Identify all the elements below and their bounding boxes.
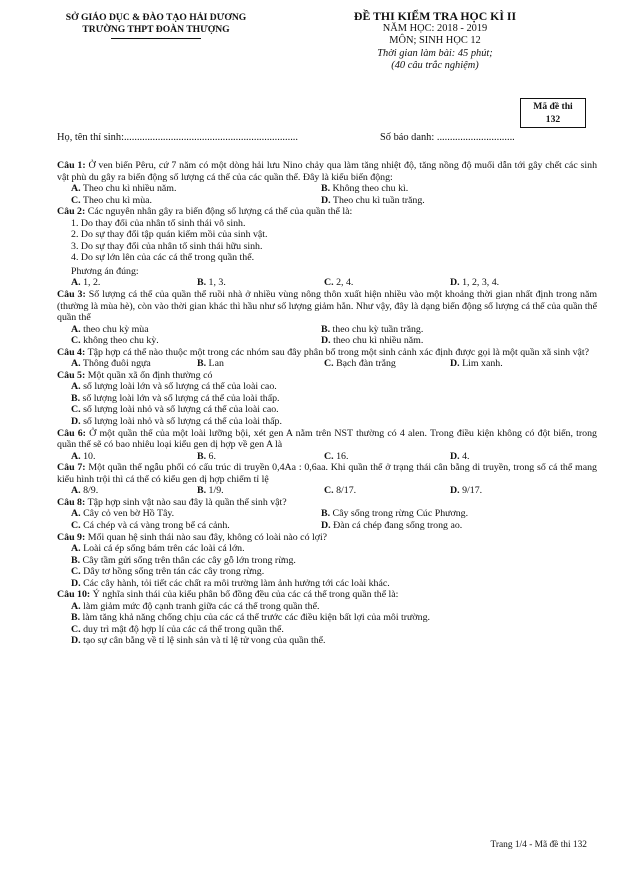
option-row [57, 508, 597, 520]
option-letter: D. [450, 277, 460, 289]
answer-option [57, 543, 597, 555]
answer-option [321, 324, 423, 336]
option-letter: C. [324, 485, 334, 497]
option-text: theo chu kỳ mùa [83, 323, 149, 335]
option-row [57, 183, 597, 195]
candidate-info [57, 132, 597, 143]
answer-option [450, 358, 503, 370]
question-text: Số lượng cá thể của quần thể ruồi nhà ở nhiều vùng nông thôn xuất hiện nhiều vào một khoảng thời gian nhất định trong năm (thường là mùa hè), còn vào thời gian khác thì hầu như số lượng giảm hẳn. Như vậy, đây là dạng biến động số lượng cá thể của quần thể quần thể [57, 289, 598, 324]
answer-option [71, 508, 174, 520]
exam-code-label: Mã đề thi [533, 101, 573, 112]
answer-option [197, 451, 216, 463]
answer-option [71, 520, 230, 532]
answer-option [71, 451, 95, 463]
answer-option [324, 451, 348, 463]
answer-option [57, 555, 597, 567]
answer-option [197, 277, 226, 289]
question-statement: 2. Do sự thay đổi tập quán kiếm mồi của sinh vật. [71, 229, 268, 241]
question-label: Câu 6: [57, 427, 86, 439]
answer-option [450, 277, 499, 289]
option-text: số lượng loài lớn và số lượng cá thể của loài cao. [83, 381, 277, 393]
question-statement: 3. Do sự thay đổi của nhân tố sinh thái hữu sinh. [71, 240, 263, 252]
option-row [57, 277, 597, 289]
question-label: Câu 10: [57, 589, 91, 601]
question-text: Ở một quần thể của một loài lưỡng bội, xét gen A nằm trên NST thường có 4 alen. Trong điều kiện không có đột biến, trong quần thể sẽ có bao nhiêu loại kiểu gen dị hợp về gen A là [57, 427, 597, 451]
question-text: Ở ven biển Pêru, cứ 7 năm có một dòng hải lưu Nino chảy qua làm tăng nhiệt độ, tăng nồng độ muối dẫn tới gây chết các sinh vật phù du gây ra biến động số lượng cá thể của các quần thể. Đây là kiểu biến động: [57, 160, 598, 183]
question-1 [57, 160, 597, 206]
answer-option [71, 183, 176, 195]
answer-option [57, 566, 597, 578]
option-letter: A. [71, 277, 81, 289]
question-text: Các nguyên nhân gây ra biến động số lượng cá thể của quần thể là: [87, 206, 353, 218]
school-year: NĂM HỌC: 2018 - 2019 [382, 22, 488, 34]
question-text: Tập hợp sinh vật nào sau đây là quần thể sinh vật? [87, 496, 287, 508]
answer-prompt: Phương án đúng: [71, 265, 139, 277]
candidate-name-field: Họ, tên thí sinh:................................................................... [57, 132, 299, 143]
header-underline [111, 38, 201, 39]
option-text: Bạch đàn trắng [336, 358, 396, 370]
question-7 [57, 462, 597, 497]
option-letter: B. [197, 358, 207, 370]
option-row [57, 485, 597, 497]
answer-option [450, 451, 469, 463]
option-letter: A. [71, 450, 81, 462]
option-text: 1, 3. [208, 277, 226, 289]
option-text: Các cây hành, tỏi tiết các chất ra môi trường làm ảnh hưởng tới các loài khác. [83, 577, 390, 589]
option-letter: B. [321, 183, 331, 195]
option-text: 1, 2. [83, 277, 101, 289]
candidate-number-field: Số báo danh: .............................. [380, 132, 515, 143]
question-5 [57, 370, 597, 428]
question-text: Một quần xã ổn định thường có [87, 369, 213, 381]
option-letter: D. [321, 335, 331, 347]
option-text: 1, 2, 3, 4. [462, 277, 500, 289]
school-header [36, 12, 276, 39]
option-text: tạo sự cân bằng về tỉ lệ sinh sản và tỉ lệ tử vong của quần thể. [83, 635, 326, 647]
option-letter: C. [71, 519, 81, 531]
option-letter: A. [71, 358, 81, 370]
question-10 [57, 589, 597, 647]
question-stem [57, 160, 597, 183]
question-label: Câu 4: [57, 346, 86, 358]
option-text: Loài cá ép sống bám trên các loài cá lớn. [83, 543, 245, 555]
option-letter: A. [71, 381, 81, 393]
option-row [57, 335, 597, 347]
page-footer: Trang 1/4 - Mã đề thi 132 [490, 840, 587, 850]
option-text: Lim xanh. [462, 358, 503, 370]
answer-option [57, 601, 597, 613]
question-stem [57, 462, 597, 485]
option-text: 16. [336, 450, 349, 462]
option-text: Dây tơ hồng sống trên tán các cây trong rừng. [83, 566, 265, 578]
option-text: 9/17. [462, 485, 483, 497]
question-text: Ý nghĩa sinh thái của kiểu phân bố đồng đều của các cá thể trong quần thể là: [92, 589, 399, 601]
exam-header [300, 10, 570, 73]
option-row [57, 324, 597, 336]
answer-option [57, 612, 597, 624]
option-text: Cây sống trong rừng Cúc Phương. [332, 508, 469, 520]
answer-option [71, 195, 152, 207]
question-label: Câu 1: [57, 160, 86, 171]
question-3 [57, 289, 597, 347]
answer-option [71, 358, 151, 370]
option-letter: C. [71, 566, 81, 578]
option-text: số lượng loài nhỏ và số lượng cá thể của loài thấp. [83, 416, 282, 428]
option-letter: C. [71, 623, 81, 635]
option-letter: C. [71, 194, 81, 206]
school-name: TRƯỜNG THPT ĐOÀN THƯỢNG [82, 24, 230, 35]
question-label: Câu 7: [57, 462, 86, 474]
option-text: 2, 4. [336, 277, 354, 289]
option-letter: B. [321, 508, 331, 520]
question-text: Một quần thể ngẫu phối có cấu trúc di truyền 0,4Aa : 0,6aa. Khi quần thể ở trạng thái cân bằng di truyền, trong số cá thể mang kiểu hình trội thì cá thể có kiểu gen dị hợp chiếm tỉ lệ [57, 462, 597, 485]
option-letter: A. [71, 508, 81, 520]
answer-option [197, 358, 224, 370]
exam-code-value: 132 [545, 114, 561, 125]
option-letter: A. [71, 543, 81, 555]
answer-option [57, 393, 597, 405]
option-letter: C. [324, 450, 334, 462]
option-text: số lượng loài nhỏ và số lượng cá thể của loài cao. [83, 404, 279, 416]
option-letter: D. [450, 485, 460, 497]
option-letter: A. [71, 183, 81, 195]
answer-option [57, 635, 597, 647]
answer-option [71, 335, 159, 347]
question-6 [57, 428, 597, 463]
question-stem [57, 497, 597, 509]
question-statement: 1. Do thay đổi của nhân tố sinh thái vô sinh. [71, 217, 246, 229]
option-letter: D. [450, 358, 460, 370]
option-text: duy trì mật độ hợp lí của các cá thể trong quần thể. [83, 623, 284, 635]
option-text: 6. [208, 450, 216, 462]
answer-option [71, 485, 98, 497]
option-row [57, 451, 597, 463]
option-text: Cá chép và cá vàng trong bể cá cảnh. [83, 519, 230, 531]
option-text: không theo chu kỳ. [83, 335, 159, 347]
option-row [57, 195, 597, 207]
option-text: Cây tầm gửi sống trên thân các cây gỗ lớn trong rừng. [82, 554, 296, 566]
exam-time: Thời gian làm bài: 45 phút; [377, 47, 493, 59]
option-letter: B. [71, 554, 81, 566]
option-text: Không theo chu kì. [332, 183, 409, 195]
answer-option [450, 485, 482, 497]
option-letter: A. [71, 323, 81, 335]
answer-option [321, 183, 408, 195]
option-text: làm tăng khả năng chống chịu của các cá thể trước các điều kiện bất lợi của môi trường. [82, 612, 430, 624]
question-2 [57, 206, 597, 289]
question-label: Câu 2: [57, 206, 86, 218]
option-text: Đàn cá chép đang sống trong ao. [333, 519, 463, 531]
exam-code-box [520, 98, 586, 128]
question-label: Câu 3: [57, 289, 86, 301]
option-letter: B. [197, 450, 207, 462]
option-row [57, 520, 597, 532]
answer-option [57, 416, 597, 428]
option-text: 8/17. [336, 485, 357, 497]
option-letter: B. [71, 612, 81, 624]
option-letter: A. [71, 600, 81, 612]
question-count: (40 câu trắc nghiệm) [391, 60, 479, 72]
answer-option [321, 520, 462, 532]
exam-title: ĐỀ THI KIỂM TRA HỌC KÌ II [353, 9, 517, 23]
option-letter: C. [324, 358, 334, 370]
option-letter: D. [71, 577, 81, 589]
question-label: Câu 8: [57, 496, 86, 508]
question-label: Câu 9: [57, 531, 86, 543]
question-9 [57, 532, 597, 590]
answer-option [197, 485, 224, 497]
answer-option [321, 195, 425, 207]
answer-option [321, 508, 468, 520]
option-letter: C. [71, 404, 81, 416]
option-letter: A. [71, 485, 81, 497]
option-text: Theo chu kì tuần trăng. [332, 194, 425, 206]
option-letter: D. [321, 194, 331, 206]
answer-option [324, 277, 353, 289]
option-text: 1/9. [208, 485, 224, 497]
exam-subject: MÔN; SINH HỌC 12 [389, 35, 481, 47]
question-stem [57, 347, 597, 359]
option-row [57, 358, 597, 370]
option-letter: B. [321, 323, 331, 335]
question-label: Câu 5: [57, 369, 86, 381]
option-text: Theo chu kì mùa. [82, 194, 153, 206]
question-text: Mối quan hệ sinh thái nào sau đây, không có loài nào có lợi? [87, 531, 328, 543]
answer-option [57, 624, 597, 636]
option-letter: D. [450, 450, 460, 462]
option-letter: C. [71, 335, 81, 347]
option-letter: B. [197, 485, 207, 497]
question-stem [57, 206, 597, 218]
department-name: SỞ GIÁO DỤC & ĐÀO TẠO HẢI DƯƠNG [65, 12, 247, 23]
question-4 [57, 347, 597, 370]
answer-option [71, 277, 100, 289]
option-text: theo chu kỳ tuần trăng. [332, 323, 424, 335]
answer-option [324, 358, 396, 370]
question-statement: 4. Do sự lớn lên của các cá thể trong quần thể. [71, 252, 255, 264]
option-letter: C. [324, 277, 334, 289]
question-stem [57, 428, 597, 451]
option-text: làm giảm mức độ cạnh tranh giữa các cá thể trong quần thể. [83, 600, 320, 612]
answer-option [324, 485, 356, 497]
option-text: 4. [462, 450, 470, 462]
option-text: Thông đuôi ngựa [82, 358, 151, 370]
option-text: số lượng loài lớn và số lượng cá thể của loài thấp. [82, 392, 280, 404]
option-letter: D. [321, 519, 331, 531]
question-stem [57, 289, 597, 324]
option-text: Theo chu kì nhiều năm. [82, 183, 177, 195]
question-8 [57, 497, 597, 532]
option-text: 8/9. [83, 485, 99, 497]
option-letter: B. [71, 392, 81, 404]
option-text: 10. [83, 450, 96, 462]
question-text: Tập hợp cá thể nào thuộc một trong các nhóm sau đây phân bố trong một sinh cảnh xác định được gọi là một quần xã sinh vật? [87, 346, 590, 358]
question-stem [57, 532, 597, 544]
question-list [57, 160, 597, 647]
option-letter: B. [197, 277, 207, 289]
option-letter: D. [71, 635, 81, 647]
answer-option [57, 578, 597, 590]
option-text: theo chu kì nhiều năm. [333, 335, 424, 347]
question-stem [57, 370, 597, 382]
answer-option [57, 381, 597, 393]
answer-option [71, 324, 149, 336]
answer-option [57, 404, 597, 416]
option-text: Cây cỏ ven bờ Hồ Tây. [83, 508, 175, 520]
option-letter: D. [71, 416, 81, 428]
option-text: Lan [208, 358, 224, 370]
answer-option [321, 335, 423, 347]
question-stem [57, 589, 597, 601]
